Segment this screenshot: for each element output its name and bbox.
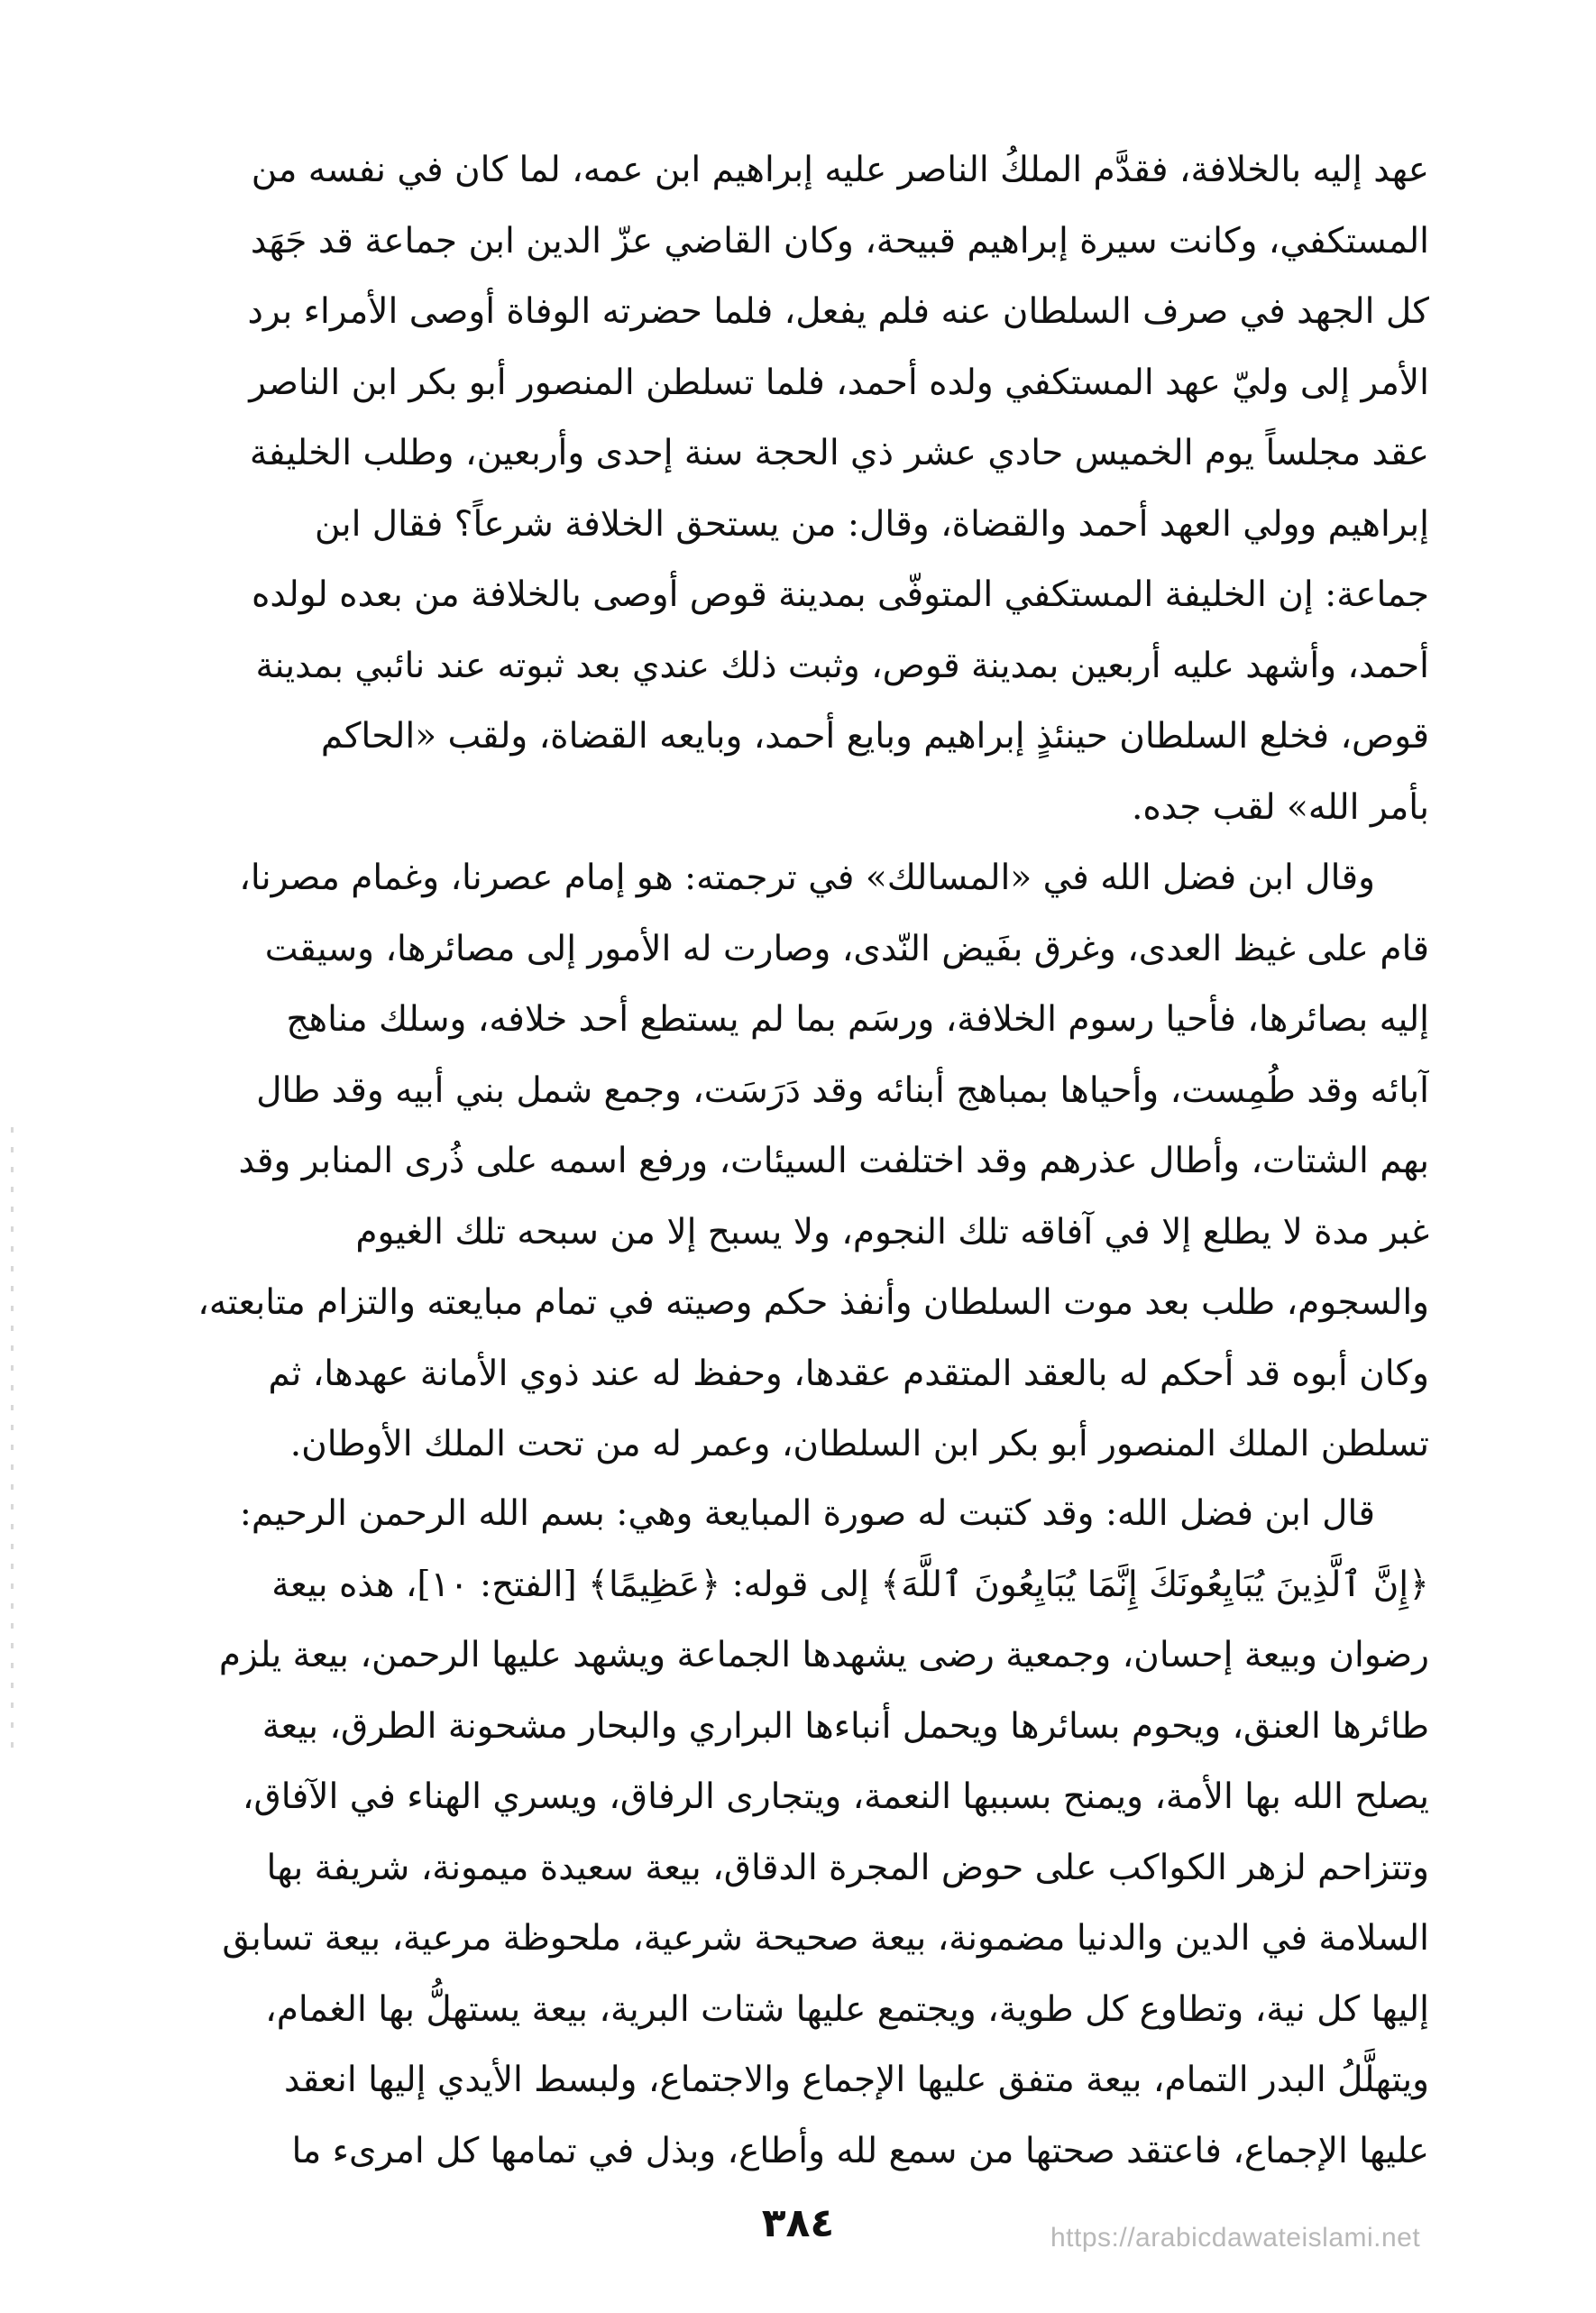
text-line: قام على غيظ العدى، وغرق بفَيض النّدى، وصارت له الأمور إلى مصائرها، وسيقت — [264, 928, 1429, 969]
text-line: المستكفي، وكانت سيرة إبراهيم قبيحة، وكان القاضي عزّ الدين ابن جماعة قد جَهَد — [250, 220, 1429, 262]
text-line: والسجوم، طلب بعد موت السلطان وأنفذ حكم وصيته في تمام مبايعته والتزام متابعته، — [197, 1282, 1429, 1323]
text-line: طائرها العنق، ويحوم بسائرها ويحمل أنباءها البراري والبحار مشحونة الطرق، بيعة — [261, 1705, 1429, 1747]
text-line: بهم الشتات، وأطال عذرهم وقد اختلفت السيئات، ورفع اسمه على ذُرى المنابر وقد — [238, 1141, 1429, 1181]
text-line: رضوان وبيعة إحسان، وجمعية رضى يشهدها الجماعة ويشهد عليها الرحمن، بيعة يلزم — [218, 1635, 1429, 1675]
text-line: عقد مجلساً يوم الخميس حادي عشر ذي الحجة سنة إحدى وأربعين، وطلب الخليفة — [249, 433, 1429, 473]
text-line: وتتزاحم لزهر الكواكب على حوض المجرة الدقاق، بيعة سعيدة ميمونة، شريفة بها — [266, 1847, 1429, 1888]
text-line: غبر مدة لا يطلع إلا في آفاقه تلك النجوم، ولا يسبح إلا من سبحه تلك الغيوم — [355, 1211, 1429, 1253]
text-line: إبراهيم وولي العهد أحمد والقضاة، وقال: من يستحق الخلافة شرعاً؟ فقال ابن — [315, 503, 1429, 545]
scan-edge-mark — [11, 1127, 14, 1758]
text-line: وقال ابن فضل الله في «المسالك» في ترجمته: هو إمام عصرنا، وغمام مصرنا، — [239, 858, 1375, 898]
watermark-url: https://arabicdawateislami.net — [1050, 2223, 1421, 2253]
text-line: بأمر الله» لقب جده. — [1131, 786, 1429, 828]
text-line: يصلح الله بها الأمة، ويمنح بسببها النعمة، ويتجارى الرفاق، ويسري الهناء في الآفاق، — [242, 1776, 1429, 1817]
text-line: الأمر إلى وليّ عهد المستكفي ولده أحمد، فلما تسلطن المنصور أبو بكر ابن الناصر — [249, 362, 1429, 403]
paragraph-1 — [176, 135, 1429, 843]
text-line: أحمد، وأشهد عليه أربعين بمدينة قوص، وثبت ذلك عندي بعد ثبوته عند نائبي بمدينة — [255, 645, 1429, 686]
text-line: قوص، فخلع السلطان حينئذٍ إبراهيم وبايع أحمد، وبايعه القضاة، ولقب «الحاكم — [320, 716, 1429, 757]
text-line: وكان أبوه قد أحكم له بالعقد المتقدم عقدها، وحفظ له عند ذوي الأمانة عهدها، ثم — [268, 1353, 1429, 1394]
text-line: عهد إليه بالخلافة، فقدَّم الملكُ الناصر عليه إبراهيم ابن عمه، لما كان في نفسه من — [251, 150, 1429, 190]
text-line: قال ابن فضل الله: وقد كتبت له صورة المبايعة وهي: بسم الله الرحمن الرحيم: — [239, 1493, 1375, 1534]
text-line: كل الجهد في صرف السلطان عنه فلم يفعل، فلما حضرته الوفاة أوصى الأمراء برد — [247, 291, 1429, 332]
text-line: آبائه وقد طُمِست، وأحياها بمباهج أبنائه وقد دَرَسَت، وجمع شمل بني أبيه وقد طال — [256, 1069, 1429, 1111]
text-line: ﴿إِنَّ ٱلَّذِينَ يُبَايِعُونَكَ إِنَّمَا يُبَايِعُونَ ٱللَّهَ﴾ إلى قوله: ﴿عَظِيمًا﴾ [الفتح: ١٠]، هذه بيعة — [271, 1564, 1429, 1605]
text-line: عليها الإجماع، فاعتقد صحتها من سمع لله وأطاع، وبذل في تمامها كل امرىء ما — [291, 2130, 1429, 2171]
paragraph-2 — [176, 843, 1429, 1481]
text-line: تسلطن الملك المنصور أبو بكر ابن السلطان، وعمر له من تحت الملك الأوطان. — [289, 1424, 1429, 1464]
text-line: السلامة في الدين والدنيا مضمونة، بيعة صحيحة شرعية، ملحوظة مرعية، بيعة تسابق — [222, 1918, 1429, 1959]
page-number: ٣٨٤ — [761, 2200, 835, 2246]
paragraph-3 — [176, 1479, 1429, 2187]
text-line: إليه بصائرها، فأحيا رسوم الخلافة، ورسَم بما لم يستطع أحد خلافه، وسلك مناهج — [286, 999, 1429, 1040]
text-line: جماعة: إن الخليفة المستكفي المتوفّى بمدينة قوص أوصى بالخلافة من بعده لولده — [251, 574, 1429, 615]
text-line: ويتهلَّلُ البدر التمام، بيعة متفق عليها الإجماع والاجتماع، ولبسط الأيدي إليها انعقد — [284, 2060, 1429, 2100]
text-line: إليها كل نية، وتطاوع كل طوية، ويجتمع عليها شتات البرية، بيعة يستهلُّ بها الغمام، — [265, 1988, 1429, 2030]
